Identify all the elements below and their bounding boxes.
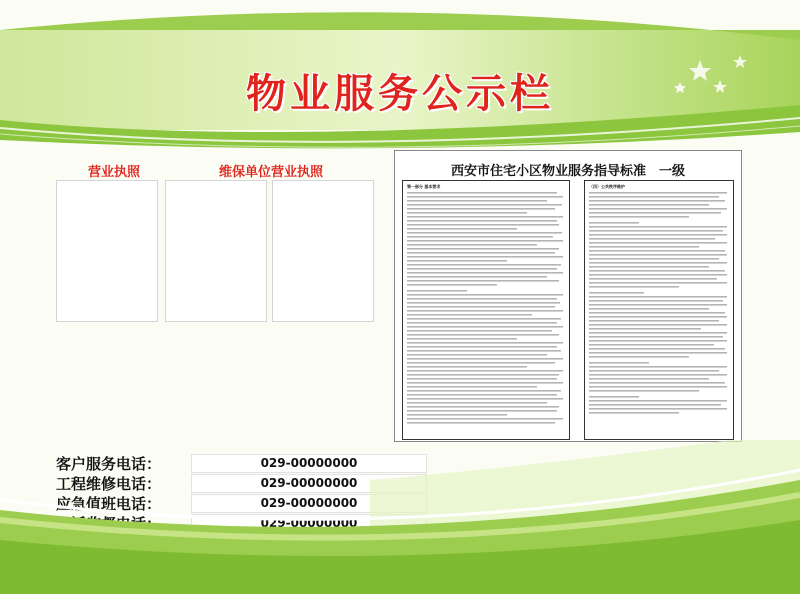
maintenance-license-frame-1 xyxy=(165,180,267,322)
left-column-text-lines xyxy=(407,190,565,430)
contact-value: 029-00000000 xyxy=(191,454,427,473)
right-column-heading: （四）公共秩序维护 xyxy=(589,184,625,189)
contact-label: 客户服务电话： xyxy=(56,455,162,473)
business-license-frame xyxy=(56,180,158,322)
left-column-heading: 第一部分 基本要求 xyxy=(407,184,441,189)
contact-label: 应急值班电话： xyxy=(56,495,162,513)
business-license-label: 营业执照 xyxy=(87,165,140,180)
contact-value: 029-00000000 xyxy=(191,474,427,493)
maintenance-license-label: 维保单位营业执照 xyxy=(218,165,323,180)
bottom-green-band xyxy=(0,440,800,594)
contact-label: 工程维修电话： xyxy=(56,475,162,493)
document-title: 西安市住宅小区物业服务指导标准 一级 xyxy=(450,164,685,179)
contact-value: 029-00000000 xyxy=(191,514,427,533)
document-right-column xyxy=(584,180,734,440)
board-title: 物业服务公示栏 xyxy=(246,71,554,117)
contact-value: 029-00000000 xyxy=(191,494,427,513)
document-left-column xyxy=(402,180,570,440)
maintenance-license-frame-2 xyxy=(272,180,374,322)
right-column-text-lines xyxy=(589,190,729,430)
